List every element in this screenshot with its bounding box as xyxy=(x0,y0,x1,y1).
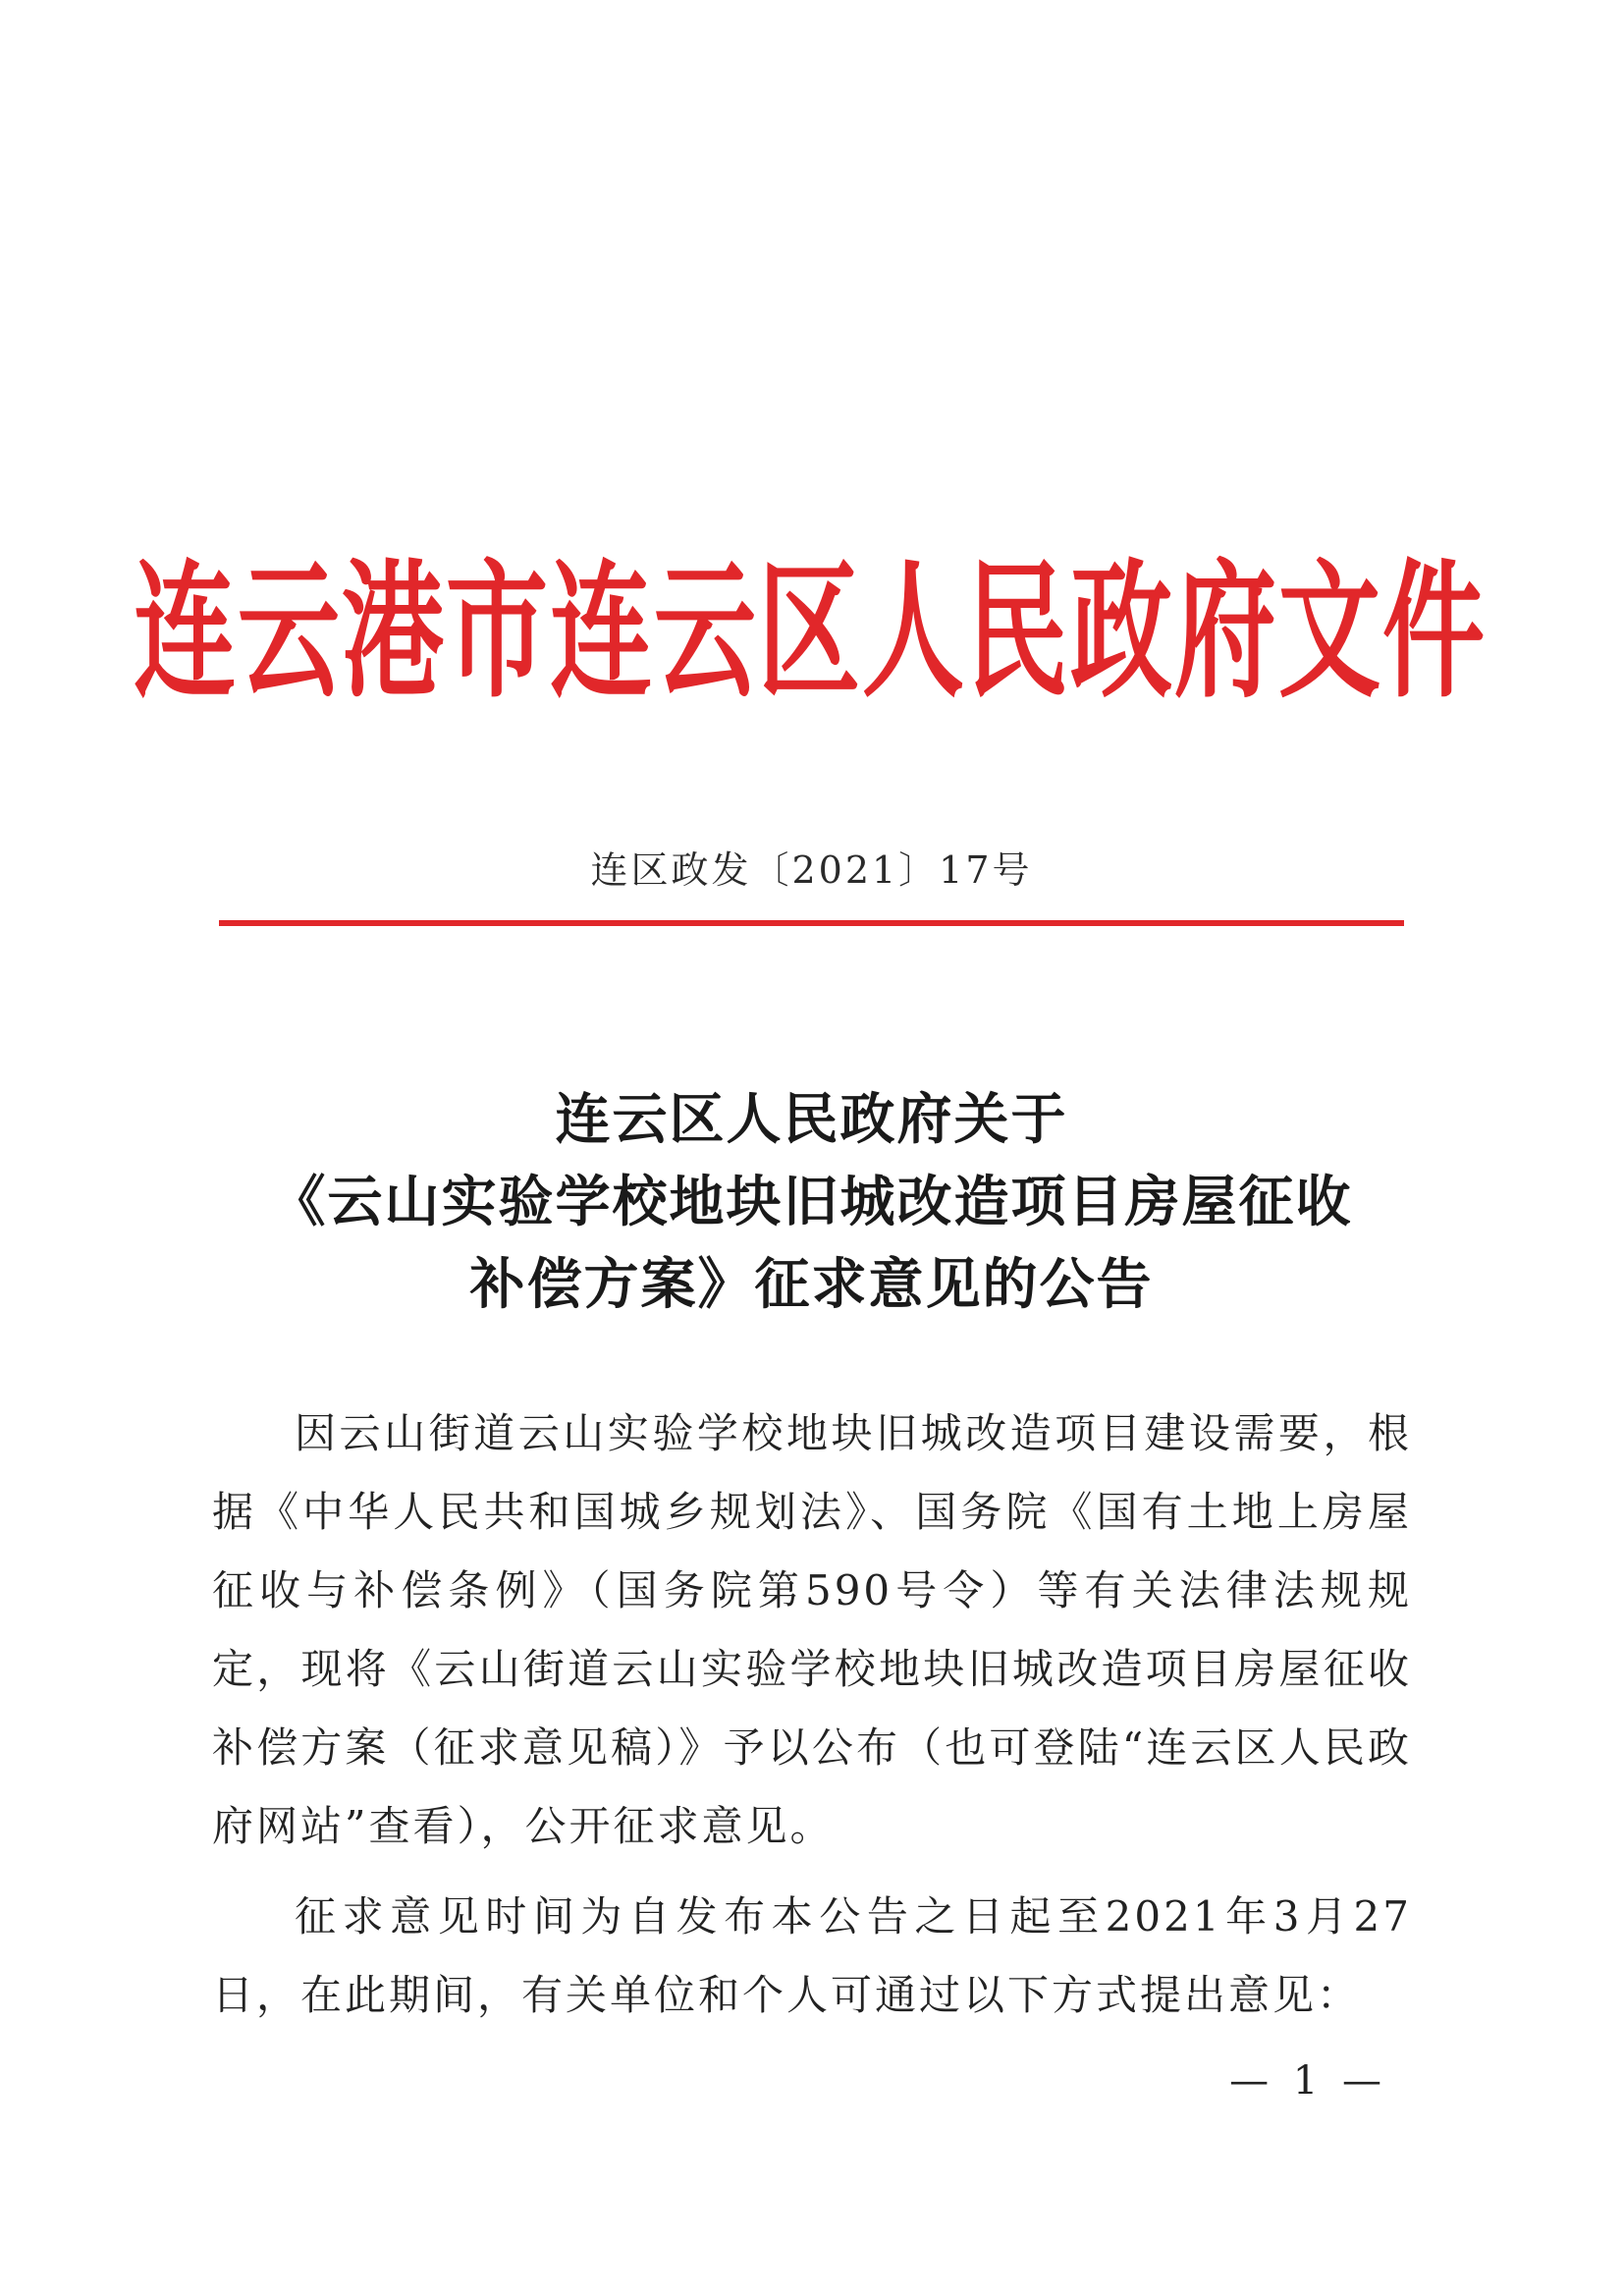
notice-title xyxy=(177,1078,1446,1326)
notice-body xyxy=(212,1394,1412,2047)
title-line: 《云山实验学校地块旧城改造项目房屋征收 xyxy=(270,1170,1353,1234)
page-number: — 1 — xyxy=(1229,2058,1387,2104)
red-divider-line xyxy=(219,920,1404,926)
document-number: 连区政发〔2021〕17号 xyxy=(590,848,1033,892)
body-paragraph: 征求意见时间为自发布本公告之日起至2021年3月27日，在此期间，有关单位和个人可通过以下方式提出意见： xyxy=(212,1892,1412,2019)
title-line: 连云区人民政府关于 xyxy=(555,1087,1068,1152)
title-line: 补偿方案》征求意见的公告 xyxy=(469,1252,1154,1317)
masthead-title: 连云港市连云区人民政府文件 xyxy=(134,543,1488,719)
body-paragraph: 因云山街道云山实验学校地块旧城改造项目建设需要，根据《中华人民共和国城乡规划法》、国务院《国有土地上房屋征收与补偿条例》（国务院第590号令）等有关法律法规规定，现将《云山街道云山实验学校地块旧城改造项目房屋征收补偿方案（征求意见稿）》予以公布（也可登陆“连云区人民政府网站”查看），公开征求意见。 xyxy=(212,1409,1412,1850)
